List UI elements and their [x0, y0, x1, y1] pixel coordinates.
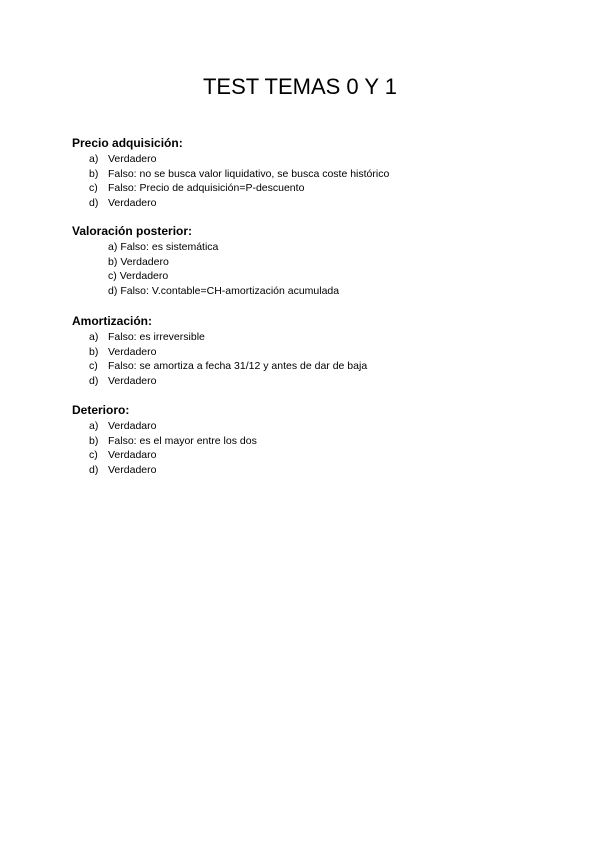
answer-item: [72, 255, 572, 270]
section-heading: Valoración posterior:: [72, 224, 193, 238]
section-valoracion-posterior: [72, 224, 572, 299]
item-marker: c): [89, 360, 98, 373]
item-marker: a): [89, 153, 99, 165]
section-amortizacion: [72, 314, 572, 389]
item-text: Verdadero: [108, 153, 157, 165]
answer-item: [72, 359, 572, 374]
answer-item: [72, 448, 572, 463]
answer-list: [72, 152, 572, 211]
item-marker: a): [108, 241, 118, 253]
item-text: Verdadero: [120, 255, 169, 268]
answer-item: [72, 284, 572, 299]
section-heading: Precio adquisición:: [72, 136, 183, 150]
answer-item: [72, 374, 572, 389]
item-marker: b): [108, 255, 118, 268]
item-marker: d): [89, 197, 99, 210]
answer-item: [72, 240, 572, 255]
item-marker: c): [89, 449, 98, 462]
item-marker: a): [89, 420, 99, 432]
item-text: Falso: Precio de adquisición=P-descuento: [108, 182, 305, 195]
item-marker: b): [89, 345, 99, 358]
item-text: Verdadero: [108, 197, 157, 210]
item-marker: b): [89, 167, 99, 180]
answer-item: [72, 434, 572, 449]
item-text: Verdadaro: [108, 420, 157, 432]
document-title: TEST TEMAS 0 Y 1: [202, 74, 397, 99]
answer-item: [72, 196, 572, 211]
item-marker: b): [89, 434, 99, 447]
item-text: Falso: se amortiza a fecha 31/12 y antes de dar de baja: [108, 360, 368, 373]
section-precio-adquisicion: [72, 136, 572, 211]
section-deterioro: [72, 403, 572, 478]
answer-item: [72, 152, 572, 167]
item-text: Verdadero: [108, 464, 157, 477]
item-marker: a): [89, 331, 99, 343]
answer-item: [72, 269, 572, 284]
item-marker: d): [89, 464, 99, 477]
section-heading: Deterioro:: [72, 403, 130, 417]
answer-item: [72, 345, 572, 360]
item-marker: c): [108, 270, 117, 283]
item-text: Falso: es sistemática: [120, 241, 219, 253]
item-marker: c): [89, 182, 98, 195]
answer-item: [72, 463, 572, 478]
answer-item: [72, 419, 572, 434]
item-text: Falso: no se busca valor liquidativo, se busca coste histórico: [108, 167, 390, 180]
section-heading: Amortización:: [72, 314, 153, 328]
answer-list: [72, 240, 572, 299]
item-text: Verdadaro: [108, 449, 157, 462]
item-marker: d): [89, 375, 99, 388]
item-text: Falso: es el mayor entre los dos: [108, 434, 257, 447]
answer-list: [72, 330, 572, 389]
item-text: Falso: es irreversible: [108, 331, 205, 343]
item-marker: d): [108, 285, 118, 298]
item-text: Falso: V.contable=CH-amortización acumulada: [120, 285, 340, 298]
item-text: Verdadero: [119, 270, 169, 283]
item-text: Verdadero: [108, 345, 157, 358]
answer-item: [72, 167, 572, 182]
answer-item: [72, 330, 572, 345]
answer-list: [72, 419, 572, 478]
item-text: Verdadero: [108, 375, 157, 388]
answer-item: [72, 181, 572, 196]
